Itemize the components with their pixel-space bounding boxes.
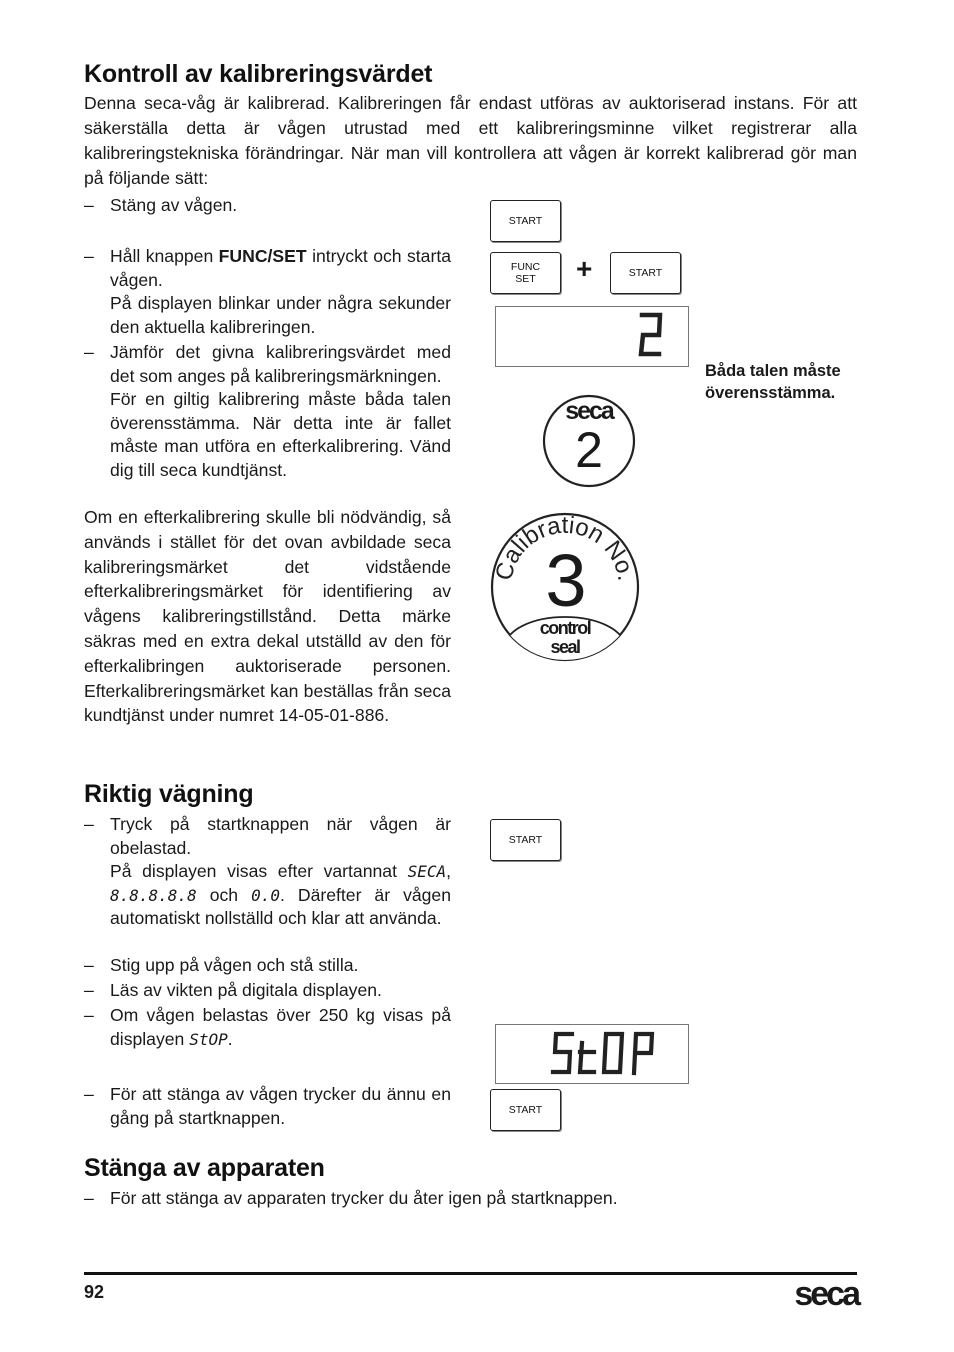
start-button[interactable]: START bbox=[610, 252, 681, 294]
step-text: För att stänga av apparaten trycker du åter igen på startknappen. bbox=[110, 1188, 618, 1208]
list-dash: – bbox=[84, 195, 94, 215]
step-text: Jämför det givna kalibreringsvärdet med det som anges på kalibreringsmärkningen. bbox=[110, 342, 451, 386]
seca-logo: seca bbox=[794, 1275, 858, 1313]
func-set-button[interactable]: FUNC SET bbox=[490, 252, 561, 294]
list-item bbox=[84, 1004, 451, 1051]
list-item bbox=[84, 194, 451, 218]
start-button[interactable]: START bbox=[490, 1089, 561, 1131]
start-button[interactable]: START bbox=[490, 200, 561, 242]
page-number: 92 bbox=[84, 1282, 105, 1302]
list-item bbox=[84, 1083, 451, 1130]
step-subtext: På displayen blinkar under några sekunder den aktuella kalibreringen. bbox=[110, 293, 451, 337]
list-item bbox=[84, 1187, 857, 1211]
match-note: Båda talen måste överensstämma. bbox=[705, 362, 841, 402]
list-dash: – bbox=[84, 1188, 94, 1208]
func-set-label: FUNC/SET bbox=[218, 246, 307, 266]
list-dash: – bbox=[84, 342, 94, 362]
list-item bbox=[84, 954, 451, 978]
recalibration-control-seal bbox=[489, 511, 641, 663]
seal-number: 2 bbox=[575, 422, 603, 478]
intro-paragraph: Denna seca-våg är kalibrerad. Kalibreringen får endast utföras av auktoriserad instans. För att säkerställa detta är vågen utrustad med ett kalibreringsminne vilket registrerar alla kalibreringstekniska förändringar. När man vill kontrollera att vågen är korrekt kalibrerad gör man på följande sätt: bbox=[84, 93, 857, 188]
control-seal-label: control seal bbox=[539, 618, 591, 657]
section-heading-switch-off: Stänga av apparaten bbox=[84, 1154, 325, 1182]
step-text: Stäng av vågen. bbox=[110, 195, 238, 215]
section-heading-weighing: Riktig vägning bbox=[84, 780, 254, 808]
footer-rule bbox=[84, 1272, 857, 1275]
plus-sign: + bbox=[576, 253, 593, 284]
list-item bbox=[84, 341, 451, 482]
step-text: För att stänga av vågen trycker du ännu en gång på startknappen. bbox=[110, 1084, 451, 1128]
segment-text-seca: SECA bbox=[407, 862, 447, 881]
step-subtext: För en giltig kalibrering måste båda talen överensstämma. När detta inte är fallet måste man utföra en efterkalibrering. Vänd dig till seca kundtjänst. bbox=[110, 389, 451, 480]
step-text: Läs av vikten på digitala displayen. bbox=[110, 980, 382, 1000]
step-text: Håll knappen FUNC/SET intryckt och starta vågen. bbox=[110, 246, 451, 290]
start-button[interactable]: START bbox=[490, 819, 561, 861]
segment-text-test: 8.8.8.8.8 bbox=[110, 885, 197, 905]
lcd-digit-2 bbox=[496, 307, 688, 366]
section-heading-calibration: Kontroll av kalibreringsvärdet bbox=[84, 60, 433, 88]
list-dash: – bbox=[84, 980, 94, 1000]
segment-text-zero: 0.0 bbox=[251, 885, 280, 905]
calibration-number: 3 bbox=[545, 539, 585, 622]
step-text: Stig upp på vågen och stå stilla. bbox=[110, 955, 359, 975]
step-subtext: På displayen visas efter vartannat SECA, 8.8.8.8.8 och 0.0. Därefter är vågen automatiskt nollställd och klar att använda. bbox=[110, 861, 451, 928]
lcd-display-calibration bbox=[495, 306, 689, 367]
calibration-arc-text: Calibration No. bbox=[490, 512, 640, 584]
list-dash: – bbox=[84, 814, 94, 834]
recalibration-paragraph: Om en efterkalibrering skulle bli nödvändig, så används i stället för det ovan avbildade seca kalibreringsmärket det vidstående efterkalibreringsmärket för identifiering av vågens kalibreringstillstånd. Detta märke säkras med en extra dekal utställd av den för efterkalibringen auktoriserade personen. Efterkalibreringsmärket kan beställas från seca kundtjänst under numret 14-05-01-886. bbox=[84, 507, 451, 726]
list-item bbox=[84, 245, 451, 339]
seal-brand: seca bbox=[565, 397, 613, 425]
list-item bbox=[84, 813, 451, 931]
list-dash: – bbox=[84, 955, 94, 975]
list-dash: – bbox=[84, 1005, 94, 1025]
segment-text-stop: StOP bbox=[189, 1029, 228, 1049]
seca-calibration-seal bbox=[541, 393, 637, 489]
list-dash: – bbox=[84, 246, 94, 266]
lcd-stop-glyphs bbox=[496, 1025, 688, 1083]
step-text: Tryck på startknappen när vågen är obelastad. bbox=[110, 814, 451, 858]
step-text: Om vågen belastas över 250 kg visas på displayen StOP. bbox=[110, 1005, 451, 1049]
lcd-display-stop bbox=[495, 1024, 689, 1084]
list-dash: – bbox=[84, 1084, 94, 1104]
list-item bbox=[84, 979, 451, 1003]
